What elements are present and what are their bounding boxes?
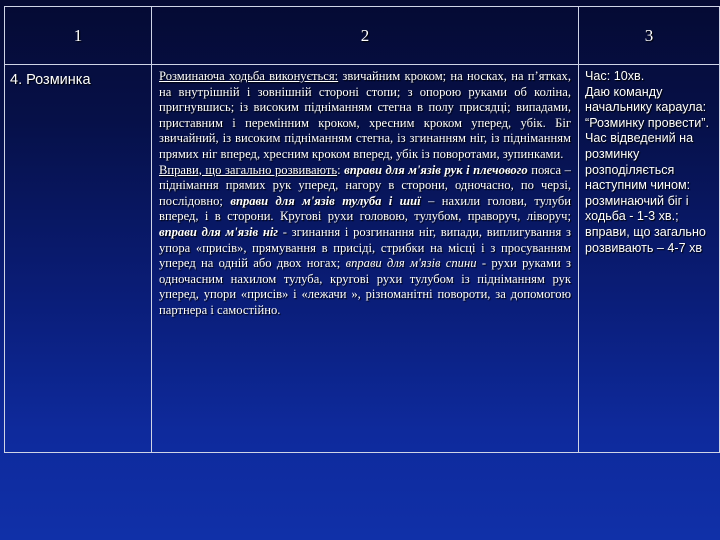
content-cell <box>152 65 579 453</box>
general-exercises-paragraph <box>159 163 571 319</box>
leg-exercises-label: вправи для м'язів ніг <box>159 224 279 239</box>
arm-exercises-text: пояса – піднімання прямих рук уперед, нагору в сторони, одночасно, по черзі, послідовно; <box>159 162 571 208</box>
lesson-plan-table <box>4 6 720 453</box>
arm-exercises-label: вправи для м'язів рук і плечового <box>344 162 528 177</box>
header-col-3: 3 <box>579 7 720 65</box>
stage-cell: 4. Розминка <box>5 65 152 453</box>
header-row <box>5 7 720 65</box>
exercises-label: Вправи, що загально розвивають <box>159 162 338 177</box>
table-row <box>5 65 720 453</box>
torso-exercises-text: – нахили голови, тулуби вперед, і в сторони. Кругові рухи головою, тулубом, праворуч, ліворуч; <box>159 193 571 224</box>
notes-cell <box>579 65 720 453</box>
back-exercises-label: вправи для м'язів спини <box>345 256 477 271</box>
walking-text: звичайним кроком; на носках, на п’ятках, на внутрішній і зовнішній стороні стопи; з опорою руками об коліна, пригнувшись; із високим підніманням стегна в полу присядці; випадами, приставним і перемінним кроком, хресним кроком уперед, убік. Біг звичайний, із високим підніманням стегна, із згинанням ніг, із підніманням прямих ніг вперед, хресним кроком вперед, убік із поворотами, зупинками. <box>159 69 571 161</box>
note-command: Даю команду начальнику караула: “Розминку провести”. <box>585 84 709 130</box>
torso-exercises-label: вправи для м'язів тулуба і шиї <box>230 193 421 208</box>
exercises-colon: : <box>337 162 345 177</box>
header-col-1: 1 <box>5 7 152 65</box>
warmup-walking-paragraph <box>159 69 571 163</box>
header-col-2: 2 <box>152 7 579 65</box>
note-time: Час: 10хв. <box>585 69 645 83</box>
note-distribution: Час відведений на розминку розподіляється наступним чином: розминаючий біг і ходьба - 1-3 хв.; вправи, що загально розвивають – 4-7 хв <box>585 131 706 255</box>
back-exercises-text: - рухи руками з одночасним нахилом тулуба, кругові рухи тулубом із підніманням рук уперед, упори «присів» і «лежачи », різноманітні повороти, за допомогою партнера і самостійно. <box>159 256 571 317</box>
leg-exercises-text: - згинання і розгинання ніг, випади, виплигування з упора «присів», прямування в присіді, стрибки на місці і з просуванням уперед на одній або двох ногах; <box>159 224 571 271</box>
walking-label: Розминаюча ходьба виконується: <box>159 69 339 83</box>
